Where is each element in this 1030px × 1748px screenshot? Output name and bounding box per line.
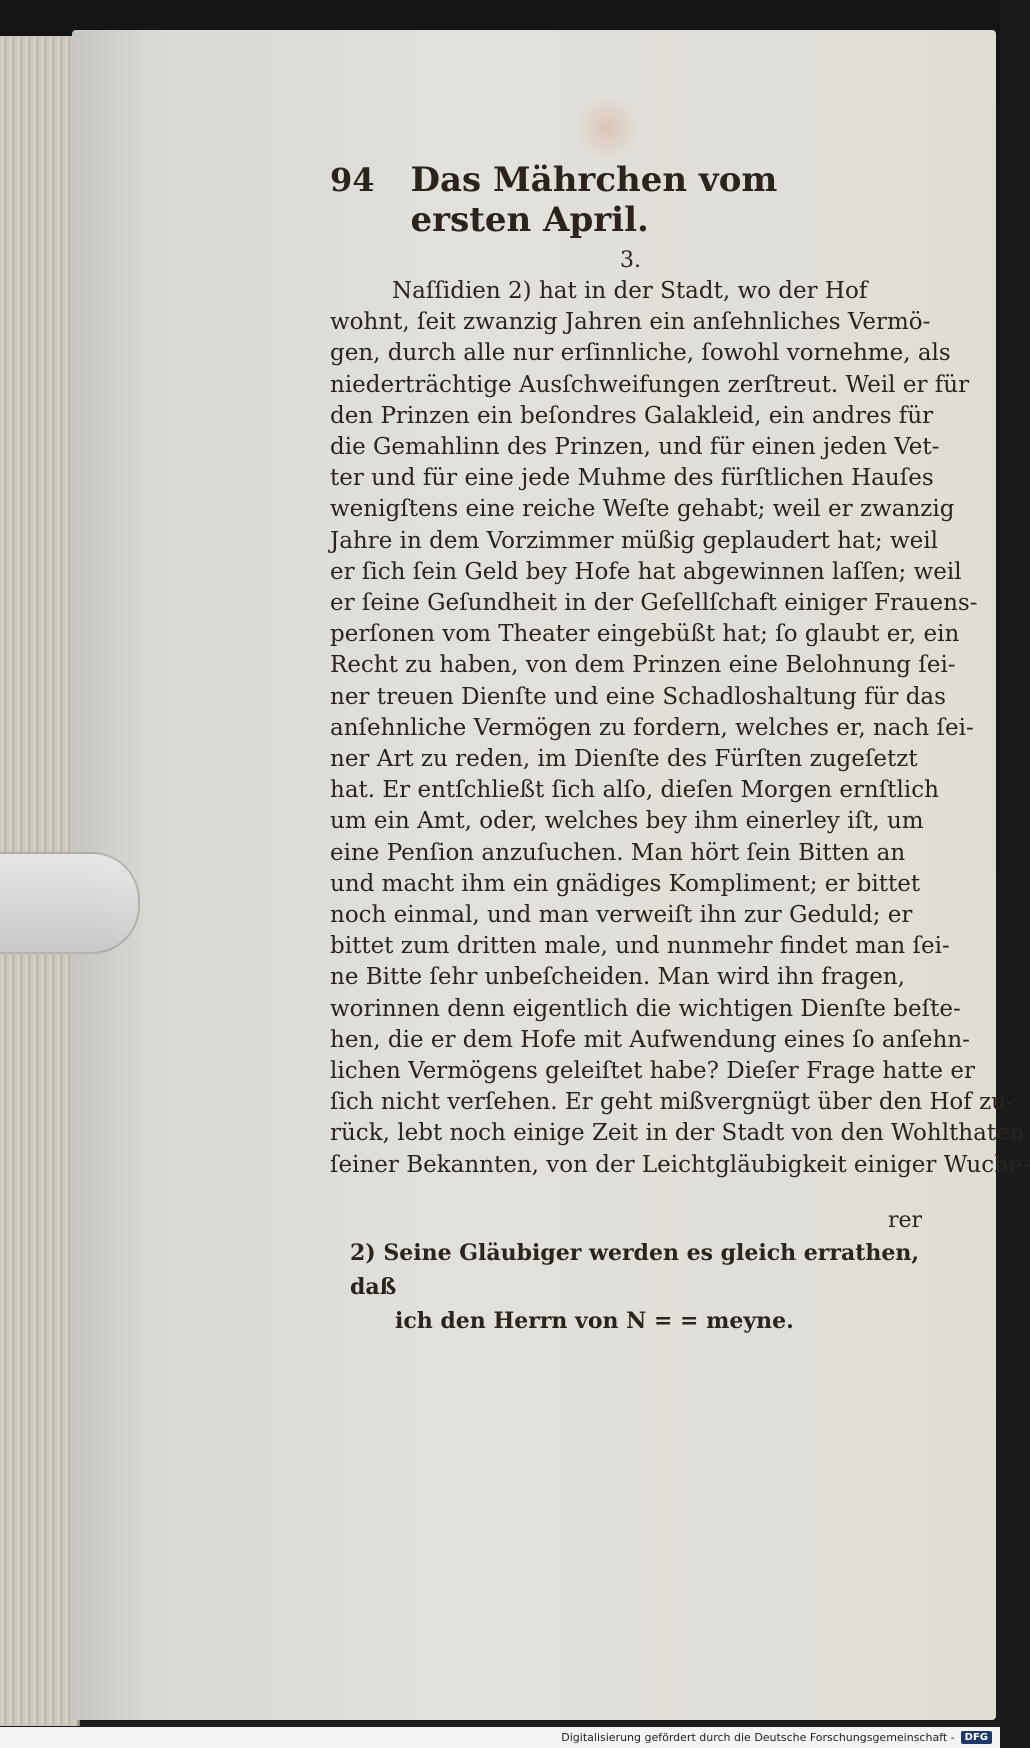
text-line: wenigſtens eine reiche Weſte gehabt; weil er zwanzig [330,496,955,523]
text-line: die Gemahlinn des Prinzen, und für einen jeden Vet- [330,434,940,461]
text-line: noch einmal, und man verweiſt ihn zur Geduld; er [330,902,913,929]
text-line: ſeiner Bekannten, von der Leichtgläubigkeit einiger Wuche- [330,1151,1030,1178]
text-line: den Prinzen ein beſondres Galakleid, ein andres für [330,402,934,429]
text-line: lichen Vermögens geleiſtet habe? Dieſer Frage hatte er [330,1058,975,1085]
running-title: Das Mährchen vom ersten April. [410,160,778,240]
text-line: er ſich ſein Geld bey Hofe hat abgewinnen laſſen; weil [330,558,962,585]
catchword: rer [888,1208,923,1233]
text-line: wohnt, ſeit zwanzig Jahren ein anſehnliches Vermö- [330,309,931,336]
text-line: anſehnliche Vermögen zu fordern, welches er, nach ſei- [330,714,974,741]
footnote-line: ich den Herrn von N = = meyne. [395,1308,794,1334]
bookmark-tab [0,852,140,954]
text-line: ne Bitte ſehr unbeſcheiden. Man wird ihn fragen, [330,964,905,991]
text-line: ner Art zu reden, im Dienſte des Fürſten zugeſetzt [330,746,918,773]
text-line: Naſſidien 2) hat in der Stadt, wo der Hof [392,278,868,304]
text-line: ſich nicht verſehen. Er geht mißvergnügt über den Hof zu- [330,1089,1014,1116]
dfg-logo: DFG [961,1731,992,1744]
section-number: 3. [620,248,641,273]
paper-stain [572,98,642,158]
text-line: gen, durch alle nur erſinnliche, ſowohl vornehme, als [330,340,951,367]
text-line: und macht ihm ein gnädiges Kompliment; er bittet [330,870,921,897]
text-line: niederträchtige Ausſchweifungen zerſtreut. Weil er für [330,371,970,398]
text-line: ter und für eine jede Muhme des fürſtlichen Hauſes [330,465,934,492]
text-line: rück, lebt noch einige Zeit in der Stadt von den Wohlthaten [330,1120,1025,1147]
text-line: hen, die er dem Hofe mit Aufwendung eines ſo anſehn- [330,1026,970,1053]
text-line: perſonen vom Theater eingebüßt hat; ſo glaubt er, ein [330,621,960,648]
footer-credit: Digitalisierung gefördert durch die Deutsche Forschungsgemeinschaft - [561,1731,955,1744]
text-line: Recht zu haben, von dem Prinzen eine Belohnung ſei- [330,652,956,679]
text-line: hat. Er entſchließt ſich alſo, dieſen Morgen ernſtlich [330,777,939,804]
text-line: Jahre in dem Vorzimmer müßig geplaudert hat; weil [330,527,938,554]
footnote-line: 2) Seine Gläubiger werden es gleich errathen, daß [350,1240,920,1300]
text-line: er ſeine Geſundheit in der Geſellſchaft einiger Frauens- [330,590,978,617]
running-header [330,160,890,240]
text-line: worinnen denn eigentlich die wichtigen Dienſte beſte- [330,995,961,1022]
text-line: ner treuen Dienſte und eine Schadloshaltung für das [330,683,946,710]
text-line: bittet zum dritten male, und nunmehr findet man ſei- [330,933,950,960]
text-line: um ein Amt, oder, welches bey ihm einerley iſt, um [330,808,924,835]
footnote [350,1236,940,1338]
text-line: eine Penſion anzuſuchen. Man hört ſein Bitten an [330,839,906,866]
digitization-footer [0,1727,1000,1748]
body-text [330,276,1030,1181]
page-number: 94 [330,161,375,199]
